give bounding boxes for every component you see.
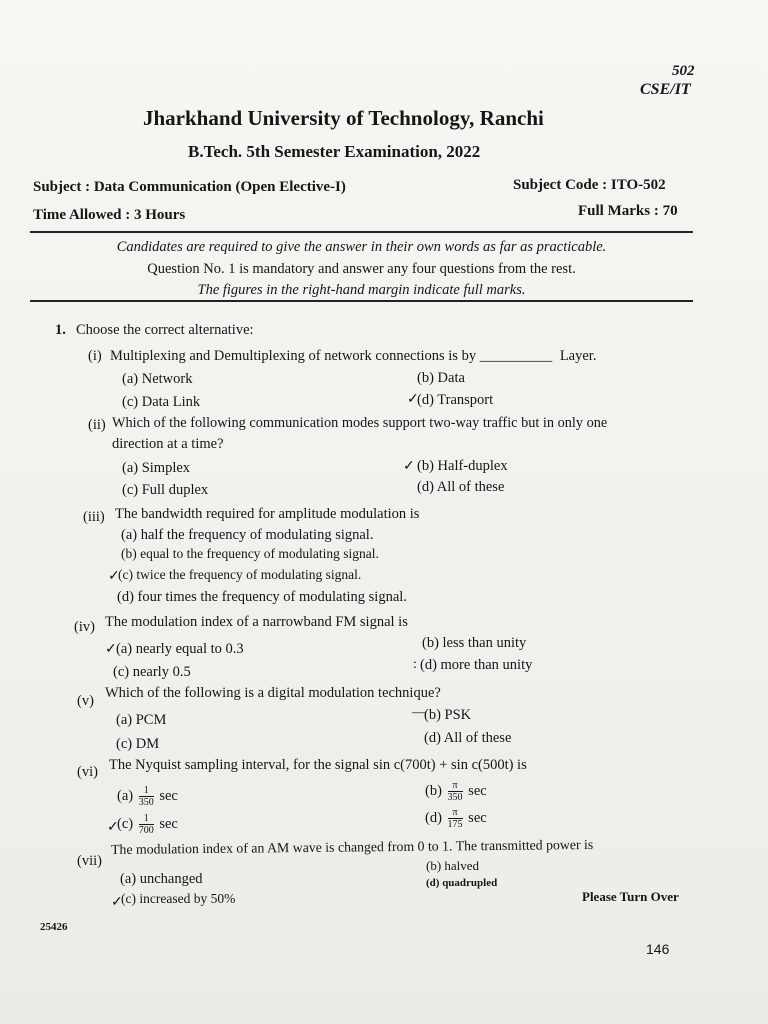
serial-number: 25426 bbox=[40, 921, 68, 933]
fraction-denominator: 700 bbox=[138, 825, 154, 836]
option-d bbox=[425, 807, 487, 830]
option-a: (a) Network bbox=[122, 371, 193, 387]
sub-question-number: (iii) bbox=[83, 509, 105, 525]
option-d: (d) more than unity bbox=[420, 657, 533, 673]
option-c: (c) twice the frequency of modulating signal. bbox=[118, 567, 362, 582]
question-number: 1. bbox=[55, 322, 66, 338]
sub-question-text-line2: direction at a time? bbox=[112, 436, 224, 452]
sub-question-text: The modulation index of a narrowband FM signal is bbox=[105, 614, 408, 630]
option-c: (c) nearly 0.5 bbox=[113, 664, 191, 680]
option-d: (d) All of these bbox=[417, 479, 505, 495]
paper-code-number: 502 bbox=[672, 63, 695, 79]
header-rule-bottom bbox=[30, 300, 693, 302]
instruction-1: Candidates are required to give the answer in their own words as far as practicable. bbox=[116, 239, 607, 255]
pen-tick-mark: ✓ bbox=[107, 820, 119, 835]
pen-tick-mark: ✓ bbox=[111, 895, 123, 910]
option-c bbox=[117, 813, 178, 836]
option-b: (b) less than unity bbox=[422, 635, 527, 651]
please-turn-over: Please Turn Over bbox=[582, 889, 679, 904]
branch-code: CSE/IT bbox=[640, 81, 691, 98]
option-a: (a) Simplex bbox=[122, 460, 191, 476]
option-b: (b) PSK bbox=[424, 707, 472, 723]
fraction bbox=[139, 813, 154, 836]
sub-question-number: (ii) bbox=[88, 417, 106, 433]
sub-question-text-before: Multiplexing and Demultiplexing of network connections is by bbox=[110, 348, 477, 364]
fraction bbox=[139, 785, 154, 808]
option-label: (a) bbox=[117, 787, 134, 804]
fraction-denominator: 350 bbox=[138, 797, 154, 808]
option-d: (d) All of these bbox=[424, 730, 512, 746]
exam-title: B.Tech. 5th Semester Examination, 2022 bbox=[188, 142, 481, 161]
university-title: Jharkhand University of Technology, Ranchi bbox=[143, 106, 544, 130]
option-c: (c) DM bbox=[116, 736, 160, 752]
option-a: (a) unchanged bbox=[120, 871, 203, 887]
subject-name: Subject : Data Communication (Open Elective-I) bbox=[33, 179, 346, 195]
option-unit: sec bbox=[468, 782, 487, 799]
option-c: (c) Full duplex bbox=[122, 482, 209, 498]
option-b: (b) Half-duplex bbox=[417, 458, 508, 474]
sub-question-text-line1: Which of the following communication modes support two-way traffic but in only one bbox=[112, 415, 608, 431]
option-label: (c) bbox=[117, 815, 134, 832]
fraction-denominator: 350 bbox=[447, 792, 463, 803]
sub-question-text: The bandwidth required for amplitude modulation is bbox=[115, 506, 420, 522]
header-rule-top bbox=[30, 231, 693, 233]
sub-question-text: The modulation index of an AM wave is changed from 0 to 1. The transmitted power is bbox=[111, 836, 594, 857]
sub-question-number: (v) bbox=[77, 693, 94, 709]
fill-in-blank: __________ bbox=[479, 348, 553, 364]
sub-question-number: (i) bbox=[88, 348, 102, 364]
sub-question-text: Which of the following is a digital modulation technique? bbox=[105, 685, 441, 701]
fraction-denominator: 175 bbox=[447, 819, 463, 830]
sub-question-number: (vi) bbox=[77, 764, 98, 780]
option-c: (c) increased by 50% bbox=[121, 891, 236, 906]
option-d: (d) four times the frequency of modulating signal. bbox=[117, 589, 407, 605]
sub-question-number: (iv) bbox=[74, 619, 95, 635]
instruction-2 bbox=[30, 261, 693, 278]
option-a: (a) PCM bbox=[116, 712, 167, 728]
option-a: (a) half the frequency of modulating signal. bbox=[121, 527, 374, 543]
option-b: (b) Data bbox=[417, 370, 465, 386]
option-unit: sec bbox=[468, 809, 487, 826]
option-unit: sec bbox=[159, 815, 178, 832]
sub-question-text: The Nyquist sampling interval, for the signal sin c(700t) + sin c(500t) is bbox=[109, 757, 527, 773]
option-b: (b) equal to the frequency of modulating signal. bbox=[121, 546, 379, 561]
fraction-numerator: π bbox=[448, 807, 463, 819]
pen-tick-mark: ✓ bbox=[407, 392, 419, 407]
fraction bbox=[448, 780, 463, 803]
page-number: 146 bbox=[646, 941, 670, 957]
option-a bbox=[117, 785, 178, 808]
full-marks: Full Marks : 70 bbox=[578, 203, 678, 219]
fraction-numerator: 1 bbox=[139, 785, 154, 797]
sub-question-text-after: Layer. bbox=[559, 348, 597, 364]
fraction-numerator: π bbox=[448, 780, 463, 792]
option-c: (c) Data Link bbox=[122, 394, 201, 410]
option-label: (b) bbox=[425, 782, 442, 799]
time-allowed: Time Allowed : 3 Hours bbox=[33, 207, 186, 223]
pen-dot-mark: : bbox=[413, 657, 417, 672]
pen-tick-mark: — bbox=[412, 705, 426, 720]
question-prompt: Choose the correct alternative: bbox=[76, 322, 254, 338]
option-a: (a) nearly equal to 0.3 bbox=[116, 641, 244, 657]
pen-tick-mark: ✓ bbox=[403, 459, 415, 474]
sub-question-text bbox=[110, 348, 596, 365]
subject-code: Subject Code : ITO-502 bbox=[513, 177, 666, 193]
option-b: (b) halved bbox=[426, 858, 480, 873]
option-d: (d) quadrupled bbox=[426, 877, 498, 889]
option-label: (d) bbox=[425, 809, 442, 826]
sub-question-number: (vii) bbox=[77, 853, 102, 869]
option-unit: sec bbox=[159, 787, 178, 804]
instruction-3: The figures in the right-hand margin indicate full marks. bbox=[197, 282, 526, 298]
instruction-2-text: Question No. 1 is mandatory and answer any four questions from the rest. bbox=[147, 261, 576, 277]
pen-tick-mark: ✓ bbox=[108, 569, 120, 584]
fraction bbox=[448, 807, 463, 830]
fraction-numerator: 1 bbox=[139, 813, 154, 825]
option-b bbox=[425, 780, 487, 803]
pen-tick-mark: ✓ bbox=[105, 642, 117, 657]
option-d: (d) Transport bbox=[417, 392, 494, 408]
